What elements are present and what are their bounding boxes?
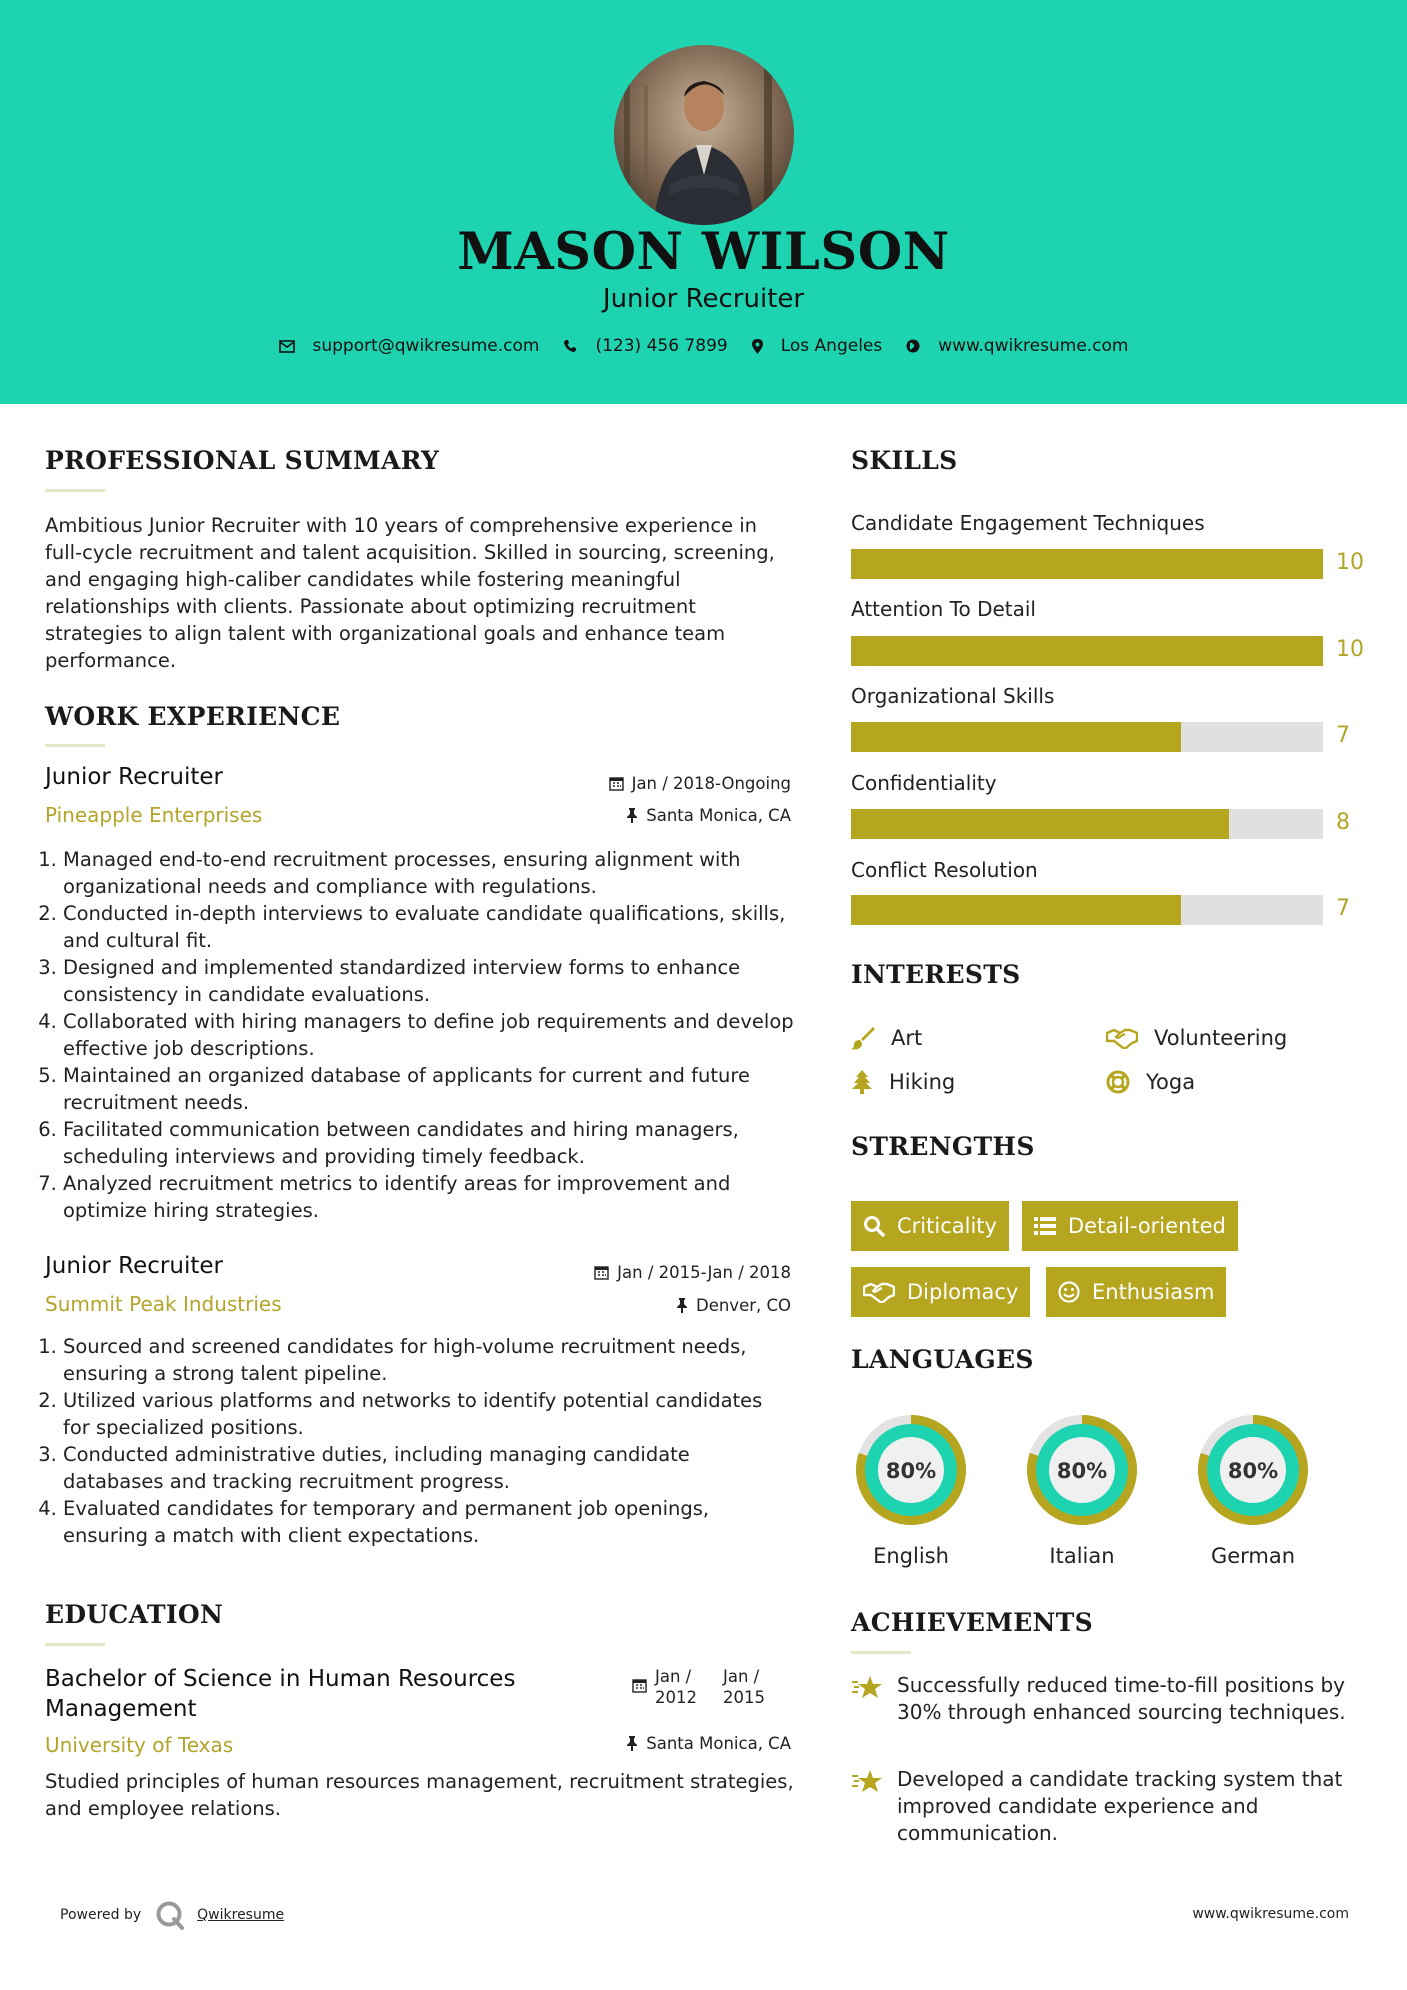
education-start-year: 2012	[655, 1688, 697, 1707]
pushpin-icon	[676, 1298, 688, 1313]
interest-item	[851, 1026, 922, 1050]
experience-heading: WORK EXPERIENCE	[45, 702, 341, 731]
language-gauge	[1192, 1409, 1314, 1531]
education-end-year: 2015	[723, 1688, 765, 1707]
skill-bar-fill	[851, 895, 1181, 925]
skill-bar-fill	[851, 809, 1229, 839]
language-gauge-chart	[850, 1409, 972, 1531]
job-company: Summit Peak Industries	[45, 1292, 282, 1316]
list-item: 1. Managed end-to-end recruitment processes, ensuring alignment with organizational needs and compliance with regulations.	[63, 846, 795, 900]
education-dates	[632, 1666, 783, 1708]
job-title: Junior Recruiter	[45, 764, 223, 790]
skill-value: 8	[1336, 810, 1350, 835]
list-item: 5. Maintained an organized database of applicants for current and future recruitment needs.	[63, 1062, 795, 1116]
language-gauge	[850, 1409, 972, 1531]
skill-bar	[851, 636, 1323, 666]
search-icon	[863, 1215, 885, 1237]
language-label: Italian	[1049, 1544, 1115, 1568]
smile-icon	[1058, 1281, 1080, 1303]
candidate-name: MASON WILSON	[457, 222, 950, 282]
contact-email[interactable]	[279, 336, 540, 356]
contact-website[interactable]	[906, 336, 1128, 356]
job-dates-text: Jan / 2015-Jan / 2018	[617, 1263, 791, 1282]
list-item: 2. Conducted in-depth interviews to evaluate candidate qualifications, skills, and cultural fit.	[63, 900, 795, 954]
gauge-percent: 80%	[885, 1459, 937, 1483]
skill-label: Conflict Resolution	[851, 858, 1038, 882]
summary-heading: PROFESSIONAL SUMMARY	[45, 446, 440, 475]
education-degree: Bachelor of Science in Human Resources Management	[45, 1666, 516, 1722]
achievements-heading: ACHIEVEMENTS	[851, 1608, 1093, 1637]
job-bullets	[45, 1333, 795, 1549]
gauge-percent: 80%	[1056, 1459, 1108, 1483]
skill-label: Organizational Skills	[851, 684, 1055, 708]
contact-location	[752, 336, 883, 356]
strength-badge	[1046, 1267, 1226, 1317]
list-item: 7. Analyzed recruitment metrics to identify areas for improvement and optimize hiring strategies.	[63, 1170, 795, 1224]
skills-heading: SKILLS	[851, 446, 958, 475]
contact-bar	[0, 336, 1407, 356]
education-location	[500, 1734, 791, 1753]
language-label: English	[873, 1544, 949, 1568]
skill-label: Confidentiality	[851, 771, 997, 795]
footer-website[interactable]: www.qwikresume.com	[1192, 1906, 1349, 1922]
pushpin-icon	[626, 1736, 638, 1751]
paintbrush-icon	[851, 1026, 875, 1050]
location-text: Los Angeles	[780, 336, 883, 356]
education-heading-underline	[45, 1643, 105, 1646]
job-location	[500, 1296, 791, 1315]
interest-label: Yoga	[1146, 1070, 1196, 1094]
language-gauge	[1021, 1409, 1143, 1531]
interest-item	[851, 1070, 955, 1094]
summary-heading-underline	[45, 489, 105, 492]
pushpin-icon	[626, 808, 638, 823]
job-title: Junior Recruiter	[45, 1253, 223, 1279]
education-heading: EDUCATION	[45, 1600, 224, 1629]
list-icon	[1034, 1217, 1056, 1235]
language-gauge-chart	[1021, 1409, 1143, 1531]
strength-badge	[851, 1201, 1009, 1251]
footer-powered-by	[60, 1900, 284, 1930]
strength-badge	[851, 1267, 1030, 1317]
phone-icon	[563, 339, 577, 353]
skill-bar	[851, 549, 1323, 579]
achievement-text: Successfully reduced time-to-fill positions by 30% through enhanced sourcing techniques.	[897, 1673, 1346, 1724]
experience-heading-underline	[45, 744, 105, 747]
calendar-icon	[632, 1678, 647, 1693]
qwikresume-link[interactable]: Qwikresume	[197, 1907, 285, 1923]
skill-bar-fill	[851, 549, 1323, 579]
summary-text: Ambitious Junior Recruiter with 10 years of comprehensive experience in full-cycle recruitment and talent acquisition. Skilled in sourcing, screening, and engaging high-caliber candidates while fostering meaningful relationships with clients. Passionate about optimizing recruitment strategies to align talent with organizational goals and enhance team performance.	[45, 514, 775, 672]
list-item: 4. Evaluated candidates for temporary and permanent job openings, ensuring a match with client expectations.	[63, 1495, 795, 1549]
list-item: 3. Designed and implemented standardized interview forms to enhance consistency in candidate evaluations.	[63, 954, 795, 1008]
handshake-icon	[863, 1281, 895, 1303]
education-description: Studied principles of human resources management, recruitment strategies, and employee relations.	[45, 1770, 794, 1820]
calendar-icon	[594, 1265, 609, 1280]
resume-header	[0, 0, 1407, 404]
handshake-icon	[1106, 1027, 1138, 1049]
job-location-text: Denver, CO	[695, 1296, 791, 1315]
interest-label: Hiking	[889, 1070, 956, 1094]
skill-label: Candidate Engagement Techniques	[851, 511, 1205, 535]
candidate-title: Junior Recruiter	[602, 284, 805, 314]
education-location-text: Santa Monica, CA	[646, 1734, 791, 1753]
tree-icon	[851, 1070, 873, 1094]
education-school: University of Texas	[45, 1733, 234, 1757]
website-text: www.qwikresume.com	[938, 336, 1129, 356]
education-start-month: Jan /	[655, 1667, 692, 1686]
globe-icon	[906, 339, 920, 353]
interest-item	[1106, 1070, 1195, 1094]
skill-bar-fill	[851, 636, 1323, 666]
achievement-item	[851, 1672, 1371, 1726]
job-location	[500, 806, 791, 825]
skill-bar	[851, 722, 1323, 752]
education-end-month: Jan /	[723, 1667, 760, 1686]
achievement-text: Developed a candidate tracking system that improved candidate experience and communication.	[897, 1767, 1343, 1845]
calendar-icon	[609, 776, 624, 791]
lifering-icon	[1106, 1070, 1130, 1094]
skill-value: 7	[1336, 896, 1350, 921]
skill-value: 7	[1336, 723, 1350, 748]
interest-item	[1106, 1026, 1287, 1050]
list-item: 2. Utilized various platforms and networks to identify potential candidates for specialized positions.	[63, 1387, 795, 1441]
list-item: 1. Sourced and screened candidates for high-volume recruitment needs, ensuring a strong talent pipeline.	[63, 1333, 795, 1387]
list-item: 4. Collaborated with hiring managers to define job requirements and develop effective job descriptions.	[63, 1008, 795, 1062]
languages-heading: LANGUAGES	[851, 1345, 1034, 1374]
interests-heading: INTERESTS	[851, 960, 1021, 989]
star-icon	[851, 1768, 883, 1796]
strength-badge	[1022, 1201, 1238, 1251]
profile-photo	[614, 45, 794, 225]
list-item: 6. Facilitated communication between candidates and hiring managers, scheduling interviews and providing timely feedback.	[63, 1116, 795, 1170]
skill-value: 10	[1336, 637, 1364, 662]
strengths-heading: STRENGTHS	[851, 1132, 1035, 1161]
achievement-item	[851, 1766, 1371, 1847]
language-label: German	[1210, 1544, 1296, 1568]
achievements-heading-underline	[851, 1651, 911, 1654]
strength-label: Enthusiasm	[1092, 1280, 1215, 1304]
qwikresume-logo-icon	[155, 1900, 185, 1930]
job-dates-text: Jan / 2018-Ongoing	[631, 774, 791, 793]
skill-bar	[851, 809, 1323, 839]
strength-label: Criticality	[897, 1214, 997, 1238]
contact-phone[interactable]	[563, 336, 727, 356]
skill-bar	[851, 895, 1323, 925]
star-icon	[851, 1674, 883, 1702]
job-dates	[500, 774, 791, 793]
job-location-text: Santa Monica, CA	[646, 806, 791, 825]
skill-value: 10	[1336, 550, 1364, 575]
job-company: Pineapple Enterprises	[45, 803, 263, 827]
interest-label: Volunteering	[1154, 1026, 1288, 1050]
language-gauge-chart	[1192, 1409, 1314, 1531]
list-item: 3. Conducted administrative duties, including managing candidate databases and tracking recruitment progress.	[63, 1441, 795, 1495]
strength-label: Diplomacy	[907, 1280, 1019, 1304]
strength-label: Detail-oriented	[1068, 1214, 1226, 1238]
envelope-icon	[279, 340, 295, 353]
gauge-percent: 80%	[1227, 1459, 1279, 1483]
email-text: support@qwikresume.com	[312, 336, 540, 356]
interest-label: Art	[891, 1026, 923, 1050]
phone-text: (123) 456 7899	[595, 336, 728, 356]
job-dates	[500, 1263, 791, 1282]
skill-bar-fill	[851, 722, 1181, 752]
powered-by-text: Powered by	[60, 1907, 142, 1923]
skill-label: Attention To Detail	[851, 597, 1036, 621]
job-bullets	[45, 846, 795, 1224]
map-pin-icon	[752, 339, 763, 354]
